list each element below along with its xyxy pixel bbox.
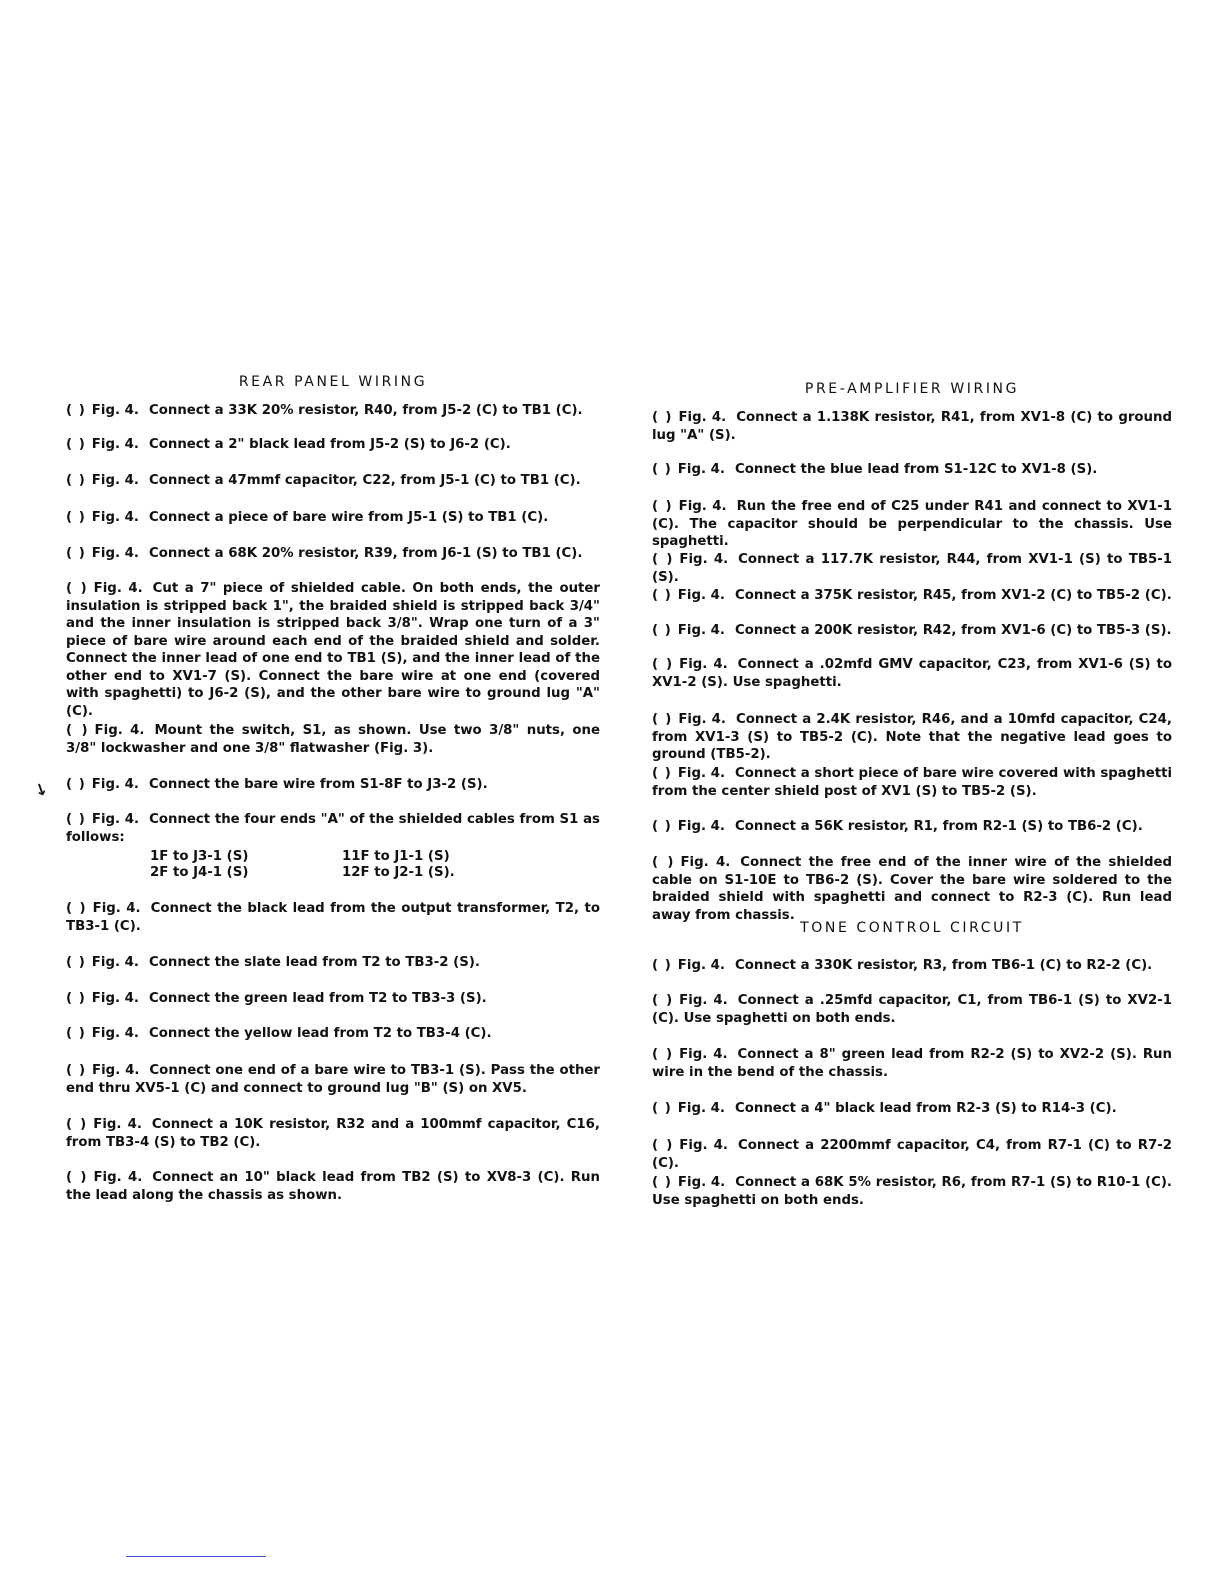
instruction-step: [652, 409, 1172, 444]
instruction-step: [66, 776, 600, 794]
figure-reference: Fig. 4.: [93, 1117, 142, 1132]
instruction-step: [66, 1169, 600, 1204]
figure-reference: Fig. 4.: [677, 819, 725, 834]
instruction-step: [652, 461, 1172, 479]
step-text: Connect a 375K resistor, R45, from XV1-2 (C) to TB5-2 (C).: [734, 588, 1172, 603]
figure-reference: Fig. 4.: [679, 1047, 728, 1062]
section-heading-tone-control: TONE CONTROL CIRCUIT: [800, 920, 1024, 936]
instruction-step: [66, 509, 600, 527]
instruction-step: [66, 900, 600, 935]
figure-reference: Fig. 4.: [91, 777, 139, 792]
step-checkbox[interactable]: ( ): [66, 991, 86, 1006]
instruction-step: [66, 1025, 600, 1043]
figure-reference: Fig. 4.: [679, 552, 729, 567]
figure-reference: Fig. 4.: [91, 955, 139, 970]
instruction-step: [652, 498, 1172, 551]
step-text: Connect a 330K resistor, R3, from TB6-1 (C) to R2-2 (C).: [734, 958, 1153, 973]
connection-item: 12F to J2-1 (S).: [342, 865, 455, 880]
instruction-step: [66, 954, 600, 972]
step-text: Connect an 10" black lead from TB2 (S) to XV8-3 (C). Run the lead along the chassis as shown.: [66, 1170, 600, 1203]
figure-reference: Fig. 4.: [677, 623, 725, 638]
step-checkbox[interactable]: ( ): [652, 552, 674, 567]
step-checkbox[interactable]: ( ): [652, 1138, 674, 1153]
instruction-step: [652, 1174, 1172, 1209]
step-text: Run the free end of C25 under R41 and connect to XV1-1 (C). The capacitor should be perpendicular to the chassis. Use spaghetti.: [652, 499, 1172, 549]
figure-reference: Fig. 4.: [92, 901, 141, 916]
margin-check-mark: ↘: [30, 778, 51, 801]
figure-reference: Fig. 4.: [677, 1175, 726, 1190]
instruction-step: [652, 551, 1172, 586]
figure-reference: Fig. 4.: [678, 499, 727, 514]
connection-item: 11F to J1-1 (S): [342, 849, 450, 864]
step-text: Connect the bare wire from S1-8F to J3-2 (S).: [148, 777, 488, 792]
step-text: Connect a short piece of bare wire covered with spaghetti from the center shield post of XV1 (S) to TB5-2 (S).: [652, 766, 1172, 799]
figure-reference: Fig. 4.: [677, 588, 725, 603]
instruction-step: [652, 854, 1172, 924]
figure-reference: Fig. 4.: [91, 991, 139, 1006]
figure-reference: Fig. 4.: [91, 473, 139, 488]
instruction-step: [66, 545, 600, 563]
step-checkbox[interactable]: ( ): [66, 723, 89, 738]
step-text: Connect the free end of the inner wire of the shielded cable on S1-10E to TB6-2 (S). Cover the bare wire soldered to the braided shield with spaghetti and connect to R2-3 (C). Run lead away from chassis.: [652, 855, 1172, 923]
step-text: Connect the blue lead from S1-12C to XV1-8 (S).: [734, 462, 1098, 477]
instruction-step: [66, 990, 600, 1008]
figure-reference: Fig. 4.: [93, 581, 143, 596]
step-checkbox[interactable]: ( ): [66, 546, 86, 561]
figure-reference: Fig. 4.: [92, 1063, 140, 1078]
step-text: Connect a 1.138K resistor, R41, from XV1-8 (C) to ground lug "A" (S).: [652, 410, 1172, 443]
step-checkbox[interactable]: ( ): [66, 510, 86, 525]
figure-reference: Fig. 4.: [677, 766, 726, 781]
step-checkbox[interactable]: ( ): [66, 955, 86, 970]
step-checkbox[interactable]: ( ): [652, 766, 672, 781]
step-text: Connect a 8" green lead from R2-2 (S) to XV2-2 (S). Run wire in the bend of the chassis.: [652, 1047, 1172, 1080]
step-checkbox[interactable]: ( ): [652, 1101, 672, 1116]
step-checkbox[interactable]: ( ): [66, 473, 86, 488]
connection-item: 2F to J4-1 (S): [150, 865, 249, 880]
instruction-step: [652, 992, 1172, 1027]
figure-reference: Fig. 4.: [91, 510, 139, 525]
step-checkbox[interactable]: ( ): [66, 812, 86, 827]
instruction-step: [66, 436, 600, 454]
figure-reference: Fig. 4.: [91, 546, 139, 561]
figure-reference: Fig. 4.: [680, 855, 731, 870]
step-checkbox[interactable]: ( ): [652, 623, 672, 638]
instruction-step: [66, 722, 600, 757]
connection-item: 1F to J3-1 (S): [150, 849, 249, 864]
step-text: Connect the green lead from T2 to TB3-3 (S).: [148, 991, 487, 1006]
figure-reference: Fig. 4.: [677, 462, 725, 477]
instruction-step: [652, 1100, 1172, 1118]
step-text: Connect a 68K 20% resistor, R39, from J6-1 (S) to TB1 (C).: [148, 546, 583, 561]
instruction-step: [66, 811, 600, 846]
instruction-step: [652, 765, 1172, 800]
step-checkbox[interactable]: ( ): [652, 657, 674, 672]
figure-reference: Fig. 4.: [91, 812, 140, 827]
instruction-step: [652, 622, 1172, 640]
step-checkbox[interactable]: ( ): [652, 462, 672, 477]
step-checkbox[interactable]: ( ): [66, 581, 88, 596]
step-text: Connect the four ends "A" of the shielded cables from S1 as follows:: [66, 812, 600, 845]
step-text: Connect a 47mmf capacitor, C22, from J5-1 (C) to TB1 (C).: [148, 473, 581, 488]
instruction-step: [66, 580, 600, 720]
step-text: Connect a 68K 5% resistor, R6, from R7-1 (S) to R10-1 (C). Use spaghetti on both ends.: [652, 1175, 1172, 1208]
instruction-step: [652, 711, 1172, 764]
step-checkbox[interactable]: ( ): [652, 1175, 672, 1190]
figure-reference: Fig. 4.: [678, 712, 726, 727]
instruction-step: [66, 472, 600, 490]
instruction-step: [66, 1116, 600, 1151]
step-text: Connect a 2" black lead from J5-2 (S) to J6-2 (C).: [148, 437, 511, 452]
step-checkbox[interactable]: ( ): [66, 901, 87, 916]
step-text: Connect a 2.4K resistor, R46, and a 10mfd capacitor, C24, from XV1-3 (S) to TB5-2 (C). Note that the negative lead goes to ground (TB5-2).: [652, 712, 1172, 762]
step-text: Connect the yellow lead from T2 to TB3-4 (C).: [148, 1026, 492, 1041]
instruction-step: [652, 587, 1172, 605]
figure-reference: Fig. 4.: [677, 1101, 725, 1116]
page-rule: [126, 1556, 266, 1557]
step-text: Connect a 2200mmf capacitor, C4, from R7-1 (C) to R7-2 (C).: [652, 1138, 1172, 1171]
figure-reference: Fig. 4.: [93, 1170, 143, 1185]
step-checkbox[interactable]: ( ): [652, 712, 673, 727]
step-checkbox[interactable]: ( ): [66, 1063, 87, 1078]
figure-reference: Fig. 4.: [677, 958, 725, 973]
instruction-step: [66, 1062, 600, 1097]
section-heading-rear-panel: REAR PANEL WIRING: [238, 374, 428, 390]
figure-reference: Fig. 4.: [679, 1138, 728, 1153]
step-checkbox[interactable]: ( ): [652, 1047, 674, 1062]
step-checkbox[interactable]: ( ): [652, 958, 672, 973]
figure-reference: Fig. 4.: [91, 403, 139, 418]
step-text: Connect a 200K resistor, R42, from XV1-6 (C) to TB5-3 (S).: [734, 623, 1172, 638]
instruction-step: [652, 656, 1172, 691]
figure-reference: Fig. 4.: [91, 437, 139, 452]
step-text: Connect a 10K resistor, R32 and a 100mmf capacitor, C16, from TB3-4 (S) to TB2 (C).: [66, 1117, 600, 1150]
step-checkbox[interactable]: ( ): [652, 588, 672, 603]
step-checkbox[interactable]: ( ): [652, 819, 672, 834]
step-text: Connect a .02mfd GMV capacitor, C23, from XV1-6 (S) to XV1-2 (S). Use spaghetti.: [652, 657, 1172, 690]
step-checkbox[interactable]: ( ): [66, 1026, 86, 1041]
step-checkbox[interactable]: ( ): [66, 403, 86, 418]
step-text: Connect a piece of bare wire from J5-1 (S) to TB1 (C).: [148, 510, 549, 525]
step-text: Mount the switch, S1, as shown. Use two 3/8" nuts, one 3/8" lockwasher and one 3/8" flatwasher (Fig. 3).: [66, 723, 600, 756]
figure-reference: Fig. 4.: [94, 723, 145, 738]
step-text: Connect a 117.7K resistor, R44, from XV1-1 (S) to TB5-1 (S).: [652, 552, 1172, 585]
instruction-step: [652, 957, 1172, 975]
section-heading-pre-amplifier: PRE-AMPLIFIER WIRING: [804, 381, 1020, 397]
step-text: Connect the black lead from the output transformer, T2, to TB3-1 (C).: [66, 901, 600, 934]
step-text: Connect one end of a bare wire to TB3-1 (S). Pass the other end thru XV5-1 (C) and connect to ground lug "B" (S) on XV5.: [66, 1063, 600, 1096]
step-text: Connect the slate lead from T2 to TB3-2 (S).: [148, 955, 480, 970]
figure-reference: Fig. 4.: [91, 1026, 139, 1041]
step-text: Cut a 7" piece of shielded cable. On both ends, the outer insulation is stripped back 1", the braided shield is stripped back 3/4" and the inner insulation is stripped back 3/8". Wrap one turn of a 3" piece of bare wire around each end of the braided shield and solder. Connect the inner lead of one end to TB1 (S), and the inner lead of the other end to XV1-7 (S). Connect the bare wire at one end (covered with spaghetti) to J6-2 (S), and the other bare wire to ground lug "A" (C).: [66, 581, 600, 719]
instruction-step: [652, 1046, 1172, 1081]
figure-reference: Fig. 4.: [678, 410, 727, 425]
instruction-step: [66, 402, 600, 420]
step-text: Connect a .25mfd capacitor, C1, from TB6-1 (S) to XV2-1 (C). Use spaghetti on both ends.: [652, 993, 1172, 1026]
step-checkbox[interactable]: ( ): [66, 1117, 88, 1132]
step-checkbox[interactable]: ( ): [66, 437, 86, 452]
step-checkbox[interactable]: ( ): [66, 777, 86, 792]
step-checkbox[interactable]: ( ): [652, 410, 673, 425]
step-text: Connect a 4" black lead from R2-3 (S) to R14-3 (C).: [734, 1101, 1117, 1116]
step-text: Connect a 33K 20% resistor, R40, from J5-2 (C) to TB1 (C).: [148, 403, 583, 418]
figure-reference: Fig. 4.: [679, 657, 728, 672]
step-checkbox[interactable]: ( ): [66, 1170, 88, 1185]
step-checkbox[interactable]: ( ): [652, 499, 673, 514]
figure-reference: Fig. 4.: [679, 993, 728, 1008]
instruction-step: [652, 1137, 1172, 1172]
step-text: Connect a 56K resistor, R1, from R2-1 (S) to TB6-2 (C).: [734, 819, 1143, 834]
step-checkbox[interactable]: ( ): [652, 993, 674, 1008]
step-checkbox[interactable]: ( ): [652, 855, 675, 870]
instruction-step: [652, 818, 1172, 836]
